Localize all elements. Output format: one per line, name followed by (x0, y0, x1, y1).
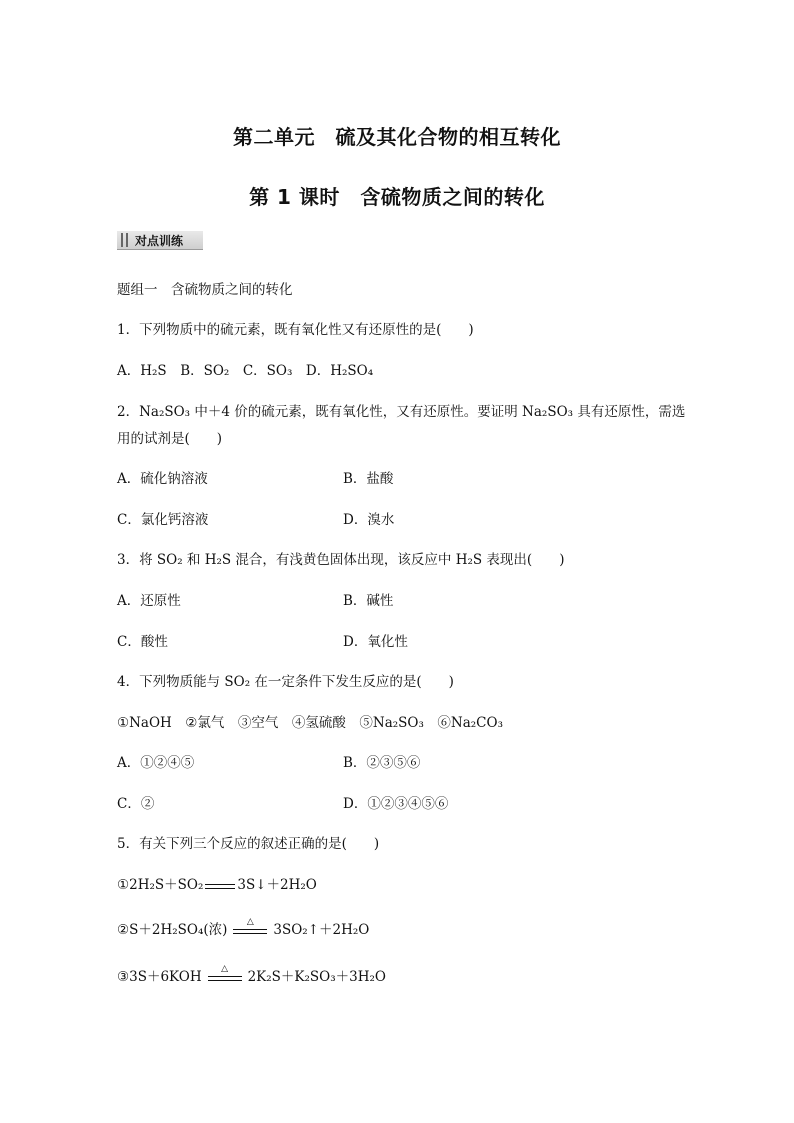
q2-stem-line2: 用的试剂是( ) (117, 431, 223, 447)
q4-option-c: C．② (117, 796, 155, 812)
q4-option-b: B．②③⑤⑥ (343, 755, 421, 771)
q5-reaction-3 (117, 963, 386, 986)
reaction-1-reactants: ①2H₂S＋SO₂ (117, 877, 204, 893)
lesson-title: 第 1 课时 含硫物质之间的转化 (249, 185, 545, 209)
reaction-2-products: 3SO₂↑＋2H₂O (273, 922, 370, 938)
q2-option-d: D．溴水 (343, 512, 395, 528)
q1-option-c: C．SO₃ (242, 363, 293, 379)
reaction-3-products: 2K₂S＋K₂SO₃＋3H₂O (247, 969, 386, 985)
q2-option-c: C．氯化钙溶液 (117, 512, 209, 528)
heat-equals-sign (208, 963, 242, 985)
q1-option-a: A．H₂S (117, 363, 167, 379)
reaction-3-reactants: ③3S＋6KOH (117, 969, 202, 985)
q3-option-d: D．氧化性 (343, 634, 408, 650)
q1-option-d: D．H₂SO₄ (305, 363, 374, 379)
q2-stem-line1: 2．Na₂SO₃ 中＋4 价的硫元素，既有氧化性，又有还原性。要证明 Na₂SO₃ 具有还原性，需选 (117, 404, 686, 420)
equals-sign (205, 879, 235, 893)
q1-stem: 1．下列物质中的硫元素，既有氧化性又有还原性的是( ) (117, 322, 474, 338)
q5-reaction-1 (117, 876, 317, 894)
q1-option-b: B．SO₂ (180, 363, 230, 379)
q1-options (117, 362, 373, 380)
badge-label: 对点训练 (135, 234, 184, 248)
q4-items: ①NaOH ②氯气 ③空气 ④氢硫酸 ⑤Na₂SO₃ ⑥Na₂CO₃ (117, 715, 503, 731)
heat-equals-sign (233, 916, 267, 938)
q5-reaction-2 (117, 916, 370, 939)
q5-stem: 5．有关下列三个反应的叙述正确的是( ) (117, 836, 380, 852)
q4-option-a: A．①②④⑤ (117, 755, 195, 771)
section-badge (117, 231, 203, 250)
badge-bar (121, 233, 123, 247)
heat-symbol: △ (246, 916, 254, 927)
q4-stem: 4．下列物质能与 SO₂ 在一定条件下发生反应的是( ) (117, 674, 454, 690)
unit-title: 第二单元 硫及其化合物的相互转化 (233, 125, 561, 149)
badge-bar (126, 233, 128, 247)
reaction-1-products: 3S↓＋2H₂O (237, 877, 317, 893)
q3-option-b: B．碱性 (343, 593, 394, 609)
q4-option-d: D．①②③④⑤⑥ (343, 796, 449, 812)
group-title: 题组一 含硫物质之间的转化 (117, 282, 293, 298)
q2-option-b: B．盐酸 (343, 471, 394, 487)
q3-option-c: C．酸性 (117, 634, 168, 650)
q3-stem: 3．将 SO₂ 和 H₂S 混合，有浅黄色固体出现，该反应中 H₂S 表现出( ) (117, 552, 565, 568)
q2-option-a: A．硫化钠溶液 (117, 471, 208, 487)
heat-symbol: △ (221, 963, 229, 974)
reaction-2-reactants: ②S＋2H₂SO₄(浓) (117, 922, 228, 938)
q3-option-a: A．还原性 (117, 593, 181, 609)
